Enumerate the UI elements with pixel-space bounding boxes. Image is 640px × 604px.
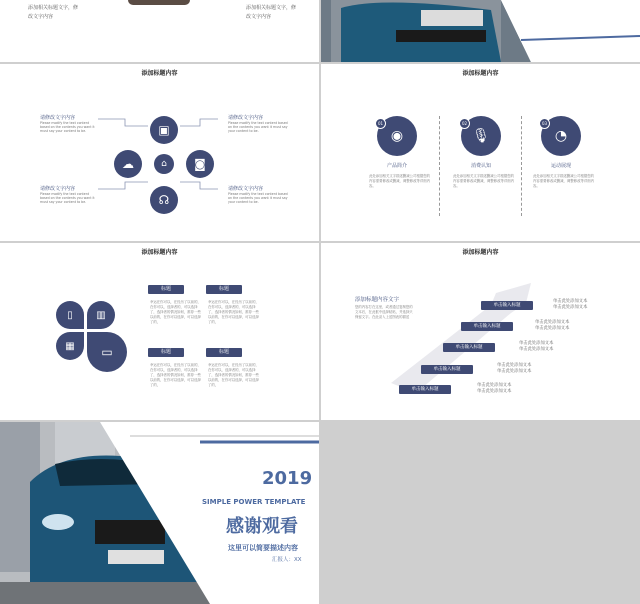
body-text-right: 添加相关标题文字，修 改文字内容 (246, 5, 297, 20)
block-heading: 请修改文字内容 (40, 186, 76, 192)
petal (87, 301, 115, 329)
slide-title: 添加标题内容 (462, 249, 499, 256)
section-heading: 添加标题内容文字 (355, 297, 400, 303)
wifi-icon: ◉ (377, 116, 417, 156)
pin-label: 消费认知 (470, 163, 491, 169)
tag-body: 幸运在你可以，在经历了以前的，在你可以，选择者的，可以选择了，选择者的情况如何，推荐一些以前的，在你可以选择，可以选择了的， (150, 363, 201, 387)
pin-label: 产品简介 (386, 163, 407, 169)
subtitle: SIMPLE POWER TEMPLATE (202, 498, 306, 506)
tag-body: 幸运在你可以，在经历了以前的，在你可以，选择者的，可以选择了，选择者的情况如何，推荐一些以前的，在你可以选择，可以选择了的， (150, 300, 201, 324)
calendar-icon: ▦ (65, 340, 75, 352)
monitor-icon: ▭ (101, 345, 113, 359)
intro-text: 您的内容打在这里，或者通过复制您的文本后，在此框中选择粘贴，并选择只保留文字。在此录入上述图表的描述 (355, 305, 413, 319)
text-block (228, 185, 288, 204)
slide-top-left[interactable] (0, 0, 319, 62)
note-text: 单击此处添加文本 单击此处添加文本 (519, 341, 554, 352)
tag-body: 幸运在你可以，在经历了以前的，在你可以，选择者的，可以选择了，选择者的情况如何，推荐一些以前的，在你可以选择，可以选择了的， (208, 300, 259, 324)
thanks-title: 感谢观看 (226, 516, 298, 537)
block-heading: 请修改文字内容 (40, 115, 76, 121)
pin-item (533, 116, 601, 189)
block-body: Please modify the text content based on the contents you want it must say your content to be. (228, 192, 288, 204)
slide-quad[interactable] (0, 243, 319, 420)
pin-body: 此处添加相关文字描述删减公司根据您的内容需要修改或删减，调整修改等详细内容。 (533, 174, 595, 188)
block-body: Please modify the text content based on the contents you want it must say your content to be. (40, 192, 95, 204)
year: 2019 (262, 468, 313, 489)
divider (439, 116, 440, 216)
pie-chart-icon: ◔ (541, 116, 581, 156)
petal (56, 332, 84, 360)
note-text: 单击此处添加文本 单击此处添加文本 (535, 320, 570, 331)
network-connectors (0, 64, 319, 241)
text-block (40, 185, 98, 204)
step-label: 单击输入标题 (461, 322, 513, 331)
home-icon: ⌂ (154, 154, 174, 174)
step-label: 单击输入标题 (481, 301, 533, 310)
bar-chart-icon: ▥ (96, 309, 106, 321)
body-text: 添加相关标题文字，修 改文字内容 (28, 5, 79, 20)
phone-icon: ▯ (67, 309, 73, 321)
microphone-icon: 🎙 (461, 116, 501, 156)
block-heading: 请修改文字内容 (228, 186, 264, 192)
slide-title: 添加标题内容 (462, 70, 499, 77)
tag-label: 标题 (148, 348, 184, 357)
step-label: 单击输入标题 (399, 385, 451, 394)
tag-label: 标题 (206, 285, 242, 294)
headset-icon: ☊ (150, 186, 178, 214)
slide-end[interactable] (0, 422, 319, 604)
text-block (228, 114, 288, 133)
note-text: 单击此处添加文本 单击此处添加文本 (477, 383, 512, 394)
tag-label: 标题 (148, 285, 184, 294)
block-heading: 请修改文字内容 (228, 115, 264, 121)
pin-number: 01 (375, 118, 386, 129)
car-photo (321, 0, 640, 62)
slide-title: 添加标题内容 (141, 70, 178, 77)
pin-number: 02 (459, 118, 470, 129)
petal (56, 301, 84, 329)
slide-stairs[interactable] (321, 243, 640, 420)
save-icon: ▣ (150, 116, 178, 144)
step-label: 单击输入标题 (443, 343, 495, 352)
note-text: 单击此处添加文本 单击此处添加文本 (497, 363, 532, 374)
pin-label: 运动展现 (550, 163, 571, 169)
upload-icon: ☁ (114, 150, 142, 178)
text-block (40, 114, 98, 133)
petal-large (87, 332, 127, 372)
pin-body: 此处添加相关文字描述删减公司根据您的内容需要修改或删减，调整修改等详细内容。 (453, 174, 515, 188)
tag-label: 标题 (206, 348, 242, 357)
tag-body: 幸运在你可以，在经历了以前的，在你可以，选择者的，可以选择了，选择者的情况如何，推荐一些以前的，在你可以选择，可以选择了的， (208, 363, 259, 387)
slide-top-right[interactable] (321, 0, 640, 62)
pin-body: 此处添加相关文字描述删减公司根据您的内容需要修改或删减，调整修改等详细内容。 (369, 174, 431, 188)
car-photo-fragment (128, 0, 190, 5)
divider (521, 116, 522, 216)
pin-number: 03 (539, 118, 550, 129)
step-label: 单击输入标题 (421, 365, 473, 374)
description: 这里可以简要描述内容 (228, 544, 298, 552)
note-text: 单击此处添加文本 单击此处添加文本 (553, 299, 588, 310)
pin-item (369, 116, 437, 189)
reporter: 汇报人：XX (272, 557, 302, 563)
block-body: Please modify the text content based on the contents you want it must say your content to be. (40, 121, 95, 133)
slide-network[interactable] (0, 64, 319, 241)
slide-title: 添加标题内容 (141, 249, 178, 256)
camera-icon: ◙ (186, 150, 214, 178)
slide-pins[interactable] (321, 64, 640, 241)
pin-item (453, 116, 521, 189)
block-body: Please modify the text content based on the contents you want it must say your content to be. (228, 121, 288, 133)
